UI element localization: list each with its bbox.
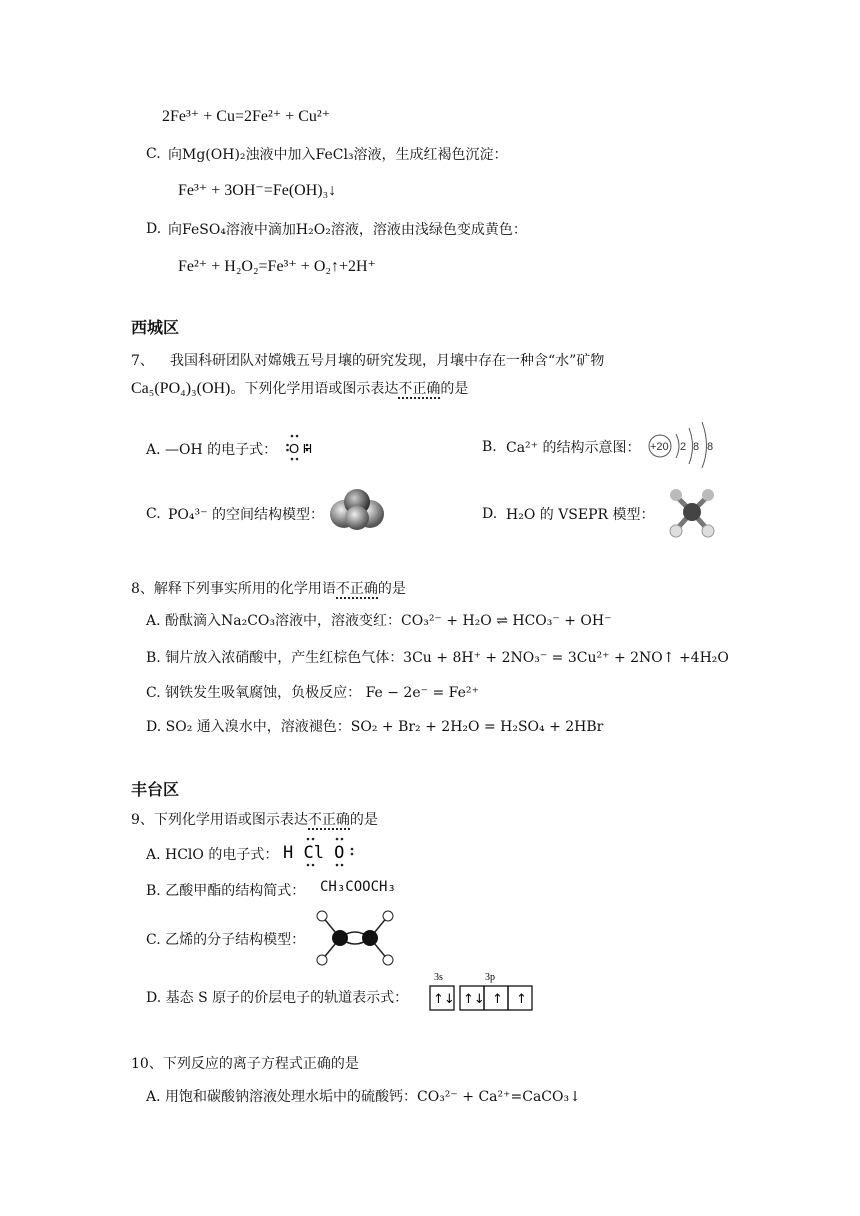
q7-nucleus: +20: [650, 441, 669, 453]
option-c-label: C.: [146, 146, 161, 162]
q8-option-b: B. 铜片放入浓硝酸中，产生红棕色气体：3Cu + 8H⁺ + 2NO₃⁻ = 3Cu²⁺ + 2NO↑ +4H₂O: [146, 650, 729, 666]
q7-option-c-label: C.: [146, 506, 161, 522]
q7-emphasis: 不正确: [398, 381, 441, 397]
q7-option-a: A. —OH 的电子式：: [146, 442, 278, 458]
q8-option-c: C. 钢铁发生吸氧腐蚀，负极反应： Fe − 2e⁻ = Fe²⁺: [146, 685, 479, 701]
q9-orbital-box-3: ↑: [492, 992, 503, 1007]
q7-option-c-text: PO₄³⁻ 的空间结构模型：: [168, 507, 324, 523]
q7-stem-line2-a: 。下列化学用语或图示表达: [230, 381, 399, 397]
q7-option-d-label: D.: [482, 506, 498, 522]
equation-prev: 2Fe³⁺ + Cu=2Fe²⁺ + Cu²⁺: [162, 108, 331, 125]
option-c-equation: Fe³⁺ + 3OH⁻=Fe(OH)₃↓: [178, 182, 337, 199]
q9-orbital-box-4: ↑: [516, 992, 527, 1007]
q7-option-a-electron-formula: [286, 432, 330, 466]
q9-option-c: C. 乙烯的分子结构模型：: [146, 932, 306, 948]
q7-option-b-text: Ca²⁺ 的结构示意图：: [506, 440, 641, 456]
q7-shell-3: 8: [707, 441, 714, 453]
q7-stem-line1: 我国科研团队对嫦娥五号月壤的研究发现，月壤中存在一种含“水”矿物: [170, 353, 605, 369]
option-d-text: 向FeSO₄溶液中滴加H₂O₂溶液，溶液由浅绿色变成黄色：: [168, 222, 527, 238]
q9-option-b: B. 乙酸甲酯的结构简式：: [146, 883, 306, 899]
q7-po4-space-filling-model: [328, 488, 386, 536]
q7-h2o-vsepr-model: [664, 486, 720, 542]
q8-emphasis: 不正确: [335, 581, 378, 597]
q8-stem: [131, 578, 406, 598]
q10-option-a: A. 用饱和碳酸钠溶液处理水垢中的硫酸钙：CO₃²⁻ + Ca²⁺=CaCO₃↓: [146, 1089, 581, 1105]
q9-b-formula: CH₃COOCH₃: [320, 879, 396, 895]
option-d-equation: Fe²⁺ + H₂O₂=Fe³⁺ + O₂↑+2H⁺: [178, 258, 376, 275]
option-d-label: D.: [146, 221, 162, 237]
section-title-xicheng: 西城区: [131, 318, 180, 337]
q9-emphasis: 不正确: [307, 812, 350, 828]
q7-stem-line2: [131, 378, 468, 398]
section-title-fengtai: 丰台区: [131, 780, 180, 799]
q7-stem-line2-b: 的是: [440, 381, 469, 397]
q8-option-d: D. SO₂ 通入溴水中，溶液褪色：SO₂ + Br₂ + 2H₂O = H₂SO₄ + 2HBr: [146, 719, 604, 735]
q7-formula: Ca₅(PO₄)₃(OH): [131, 380, 231, 397]
q9-ethylene-model: [314, 908, 398, 974]
q8-stem-a: 8、解释下列事实所用的化学用语: [131, 581, 336, 597]
q9-stem: [131, 809, 378, 829]
q7-option-d-text: H₂O 的 VSEPR 模型：: [506, 507, 655, 523]
q7-option-b-label: B.: [482, 439, 497, 455]
q9-option-a: A. HClO 的电子式：: [146, 847, 279, 863]
q7-number: 7、: [131, 353, 154, 369]
q7-ca-structure-diagram: [646, 418, 722, 472]
q9-orbital-box-1: ↑↓: [433, 992, 455, 1007]
q9-orbital-diagram: [428, 970, 536, 1020]
q9-orbital-box-2: ↑↓: [463, 992, 485, 1007]
q9-orbital-3p-label: 3p: [485, 972, 495, 983]
option-c-text: 向Mg(OH)₂浊液中加入FeCl₃溶液，生成红褐色沉淀：: [168, 147, 508, 163]
q9-stem-b: 的是: [349, 812, 378, 828]
q7-a-formula: O H: [289, 441, 313, 456]
q10-stem: 10、下列反应的离子方程式正确的是: [131, 1056, 359, 1072]
q7-shell-1: 2: [680, 441, 687, 453]
q9-option-d: D. 基态 S 原子的价层电子的轨道表示式：: [146, 990, 409, 1006]
q8-option-a: A. 酚酞滴入Na₂CO₃溶液中，溶液变红：CO₃²⁻ + H₂O ⇌ HCO₃⁻ + OH⁻: [146, 613, 612, 629]
q7-shell-2: 8: [693, 441, 700, 453]
q9-hclo-electron-formula: [282, 834, 356, 872]
q9-stem-a: 9、下列化学用语或图示表达: [131, 812, 308, 828]
q9-orbital-3s-label: 3s: [434, 972, 443, 983]
q9-a-formula: H Cl O: [283, 843, 345, 863]
q8-stem-b: 的是: [377, 581, 406, 597]
